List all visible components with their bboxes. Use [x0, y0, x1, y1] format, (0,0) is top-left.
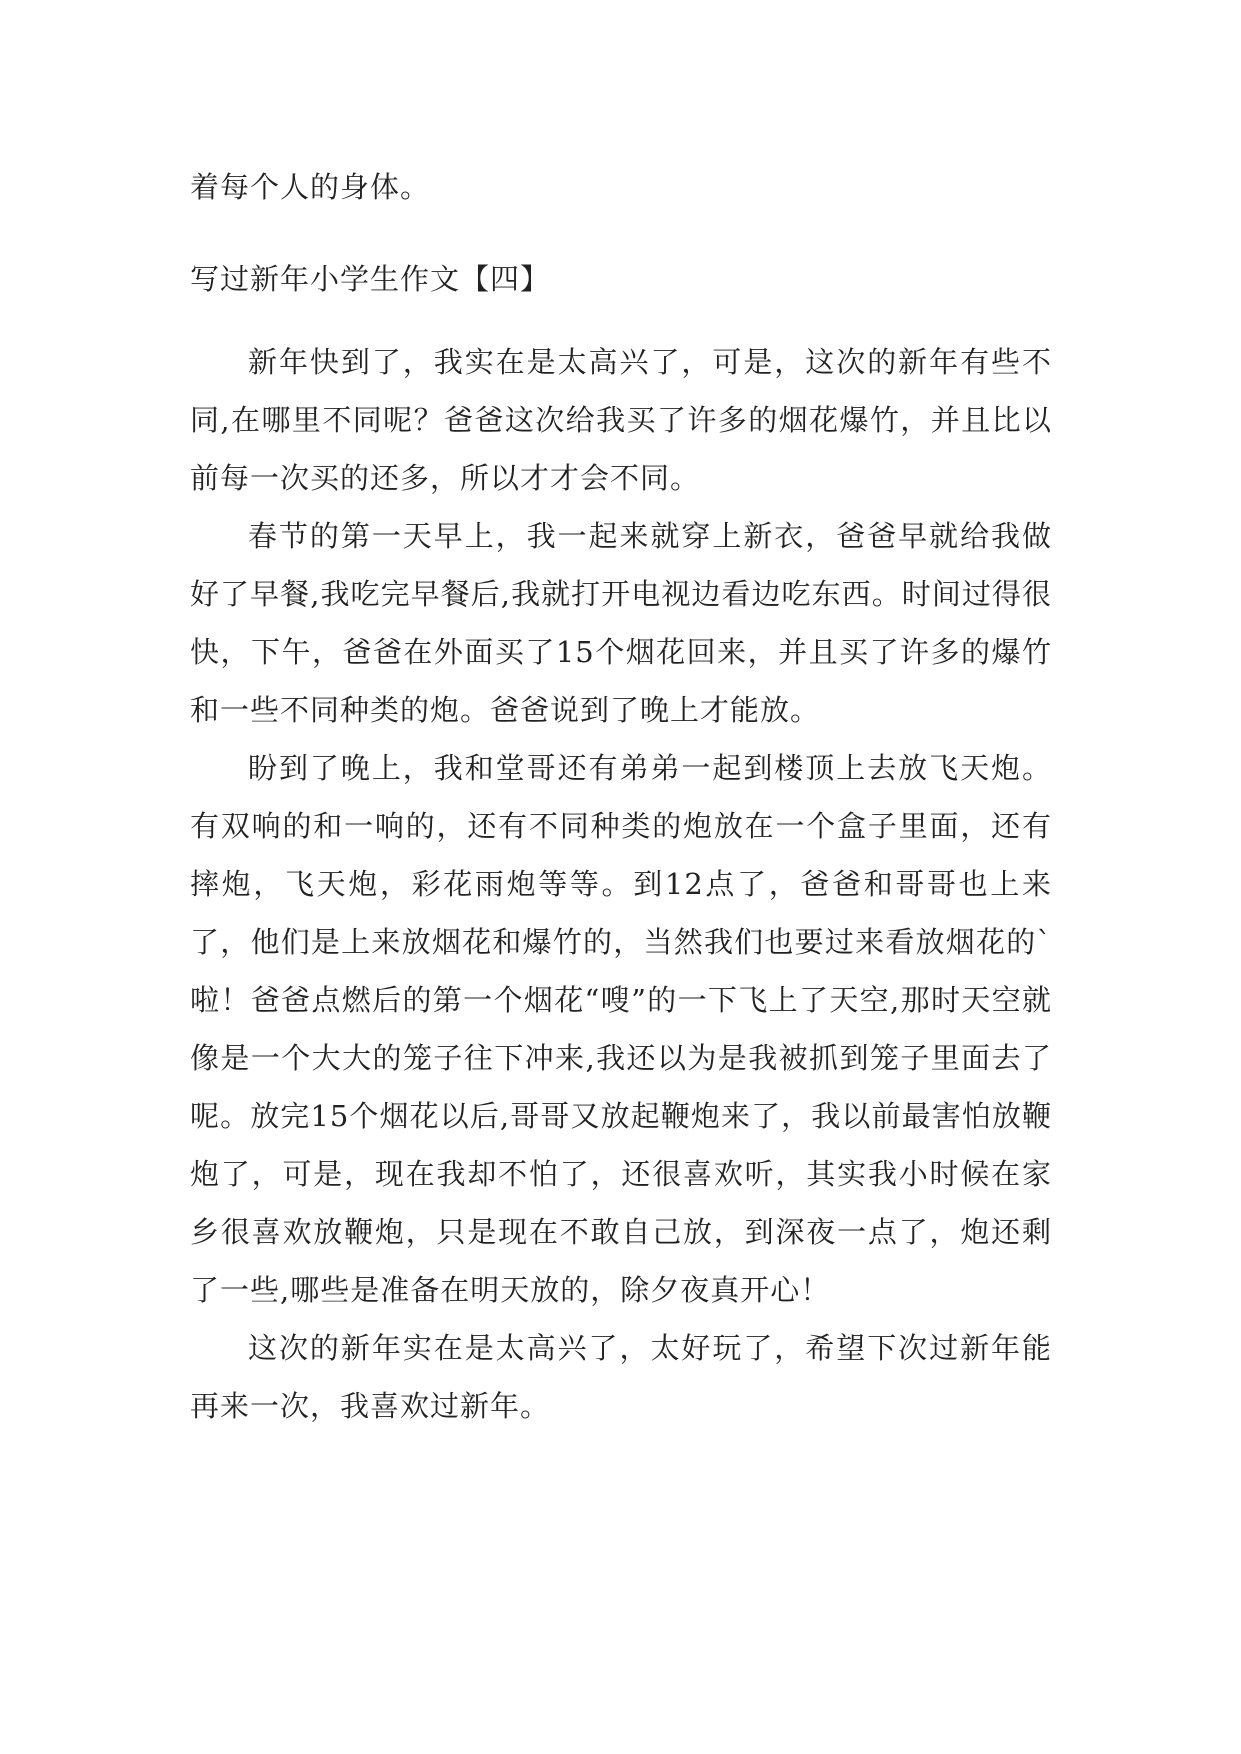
paragraph-2: 春节的第一天早上，我一起来就穿上新衣，爸爸早就给我做好了早餐,我吃完早餐后,我就打开电视边看边吃东西。时间过得很快，下午，爸爸在外面买了15个烟花回来，并且买了许多的爆竹和一些不同种类的炮。爸爸说到了晚上才能放。 [190, 519, 1052, 727]
paragraph-4: 这次的新年实在是太高兴了，太好玩了，希望下次过新年能再来一次，我喜欢过新年。 [190, 1331, 1052, 1423]
essay-body [190, 333, 1052, 1435]
continuation-text: 着每个人的身体。 [190, 170, 431, 204]
paragraph-1: 新年快到了，我实在是太高兴了，可是，这次的新年有些不同,在哪里不同呢？爸爸这次给我买了许多的烟花爆竹，并且比以前每一次买的还多，所以才才会不同。 [190, 345, 1052, 495]
essay-title: 写过新年小学生作文【四】 [190, 262, 551, 296]
paragraph-3: 盼到了晚上，我和堂哥还有弟弟一起到楼顶上去放飞天炮。有双响的和一响的，还有不同种类的炮放在一个盒子里面，还有摔炮，飞天炮，彩花雨炮等等。到12点了，爸爸和哥哥也上来了，他们是上来放烟花和爆竹的，当然我们也要过来看放烟花的`啦！爸爸点燃后的第一个烟花“嗖”的一下飞上了天空,那时天空就像是一个大大的笼子往下冲来,我还以为是我被抓到笼子里面去了呢。放完15个烟花以后,哥哥又放起鞭炮来了，我以前最害怕放鞭炮了，可是，现在我却不怕了，还很喜欢听，其实我小时候在家乡很喜欢放鞭炮，只是现在不敢自己放，到深夜一点了，炮还剩了一些,哪些是准备在明天放的，除夕夜真开心！ [190, 751, 1052, 1307]
